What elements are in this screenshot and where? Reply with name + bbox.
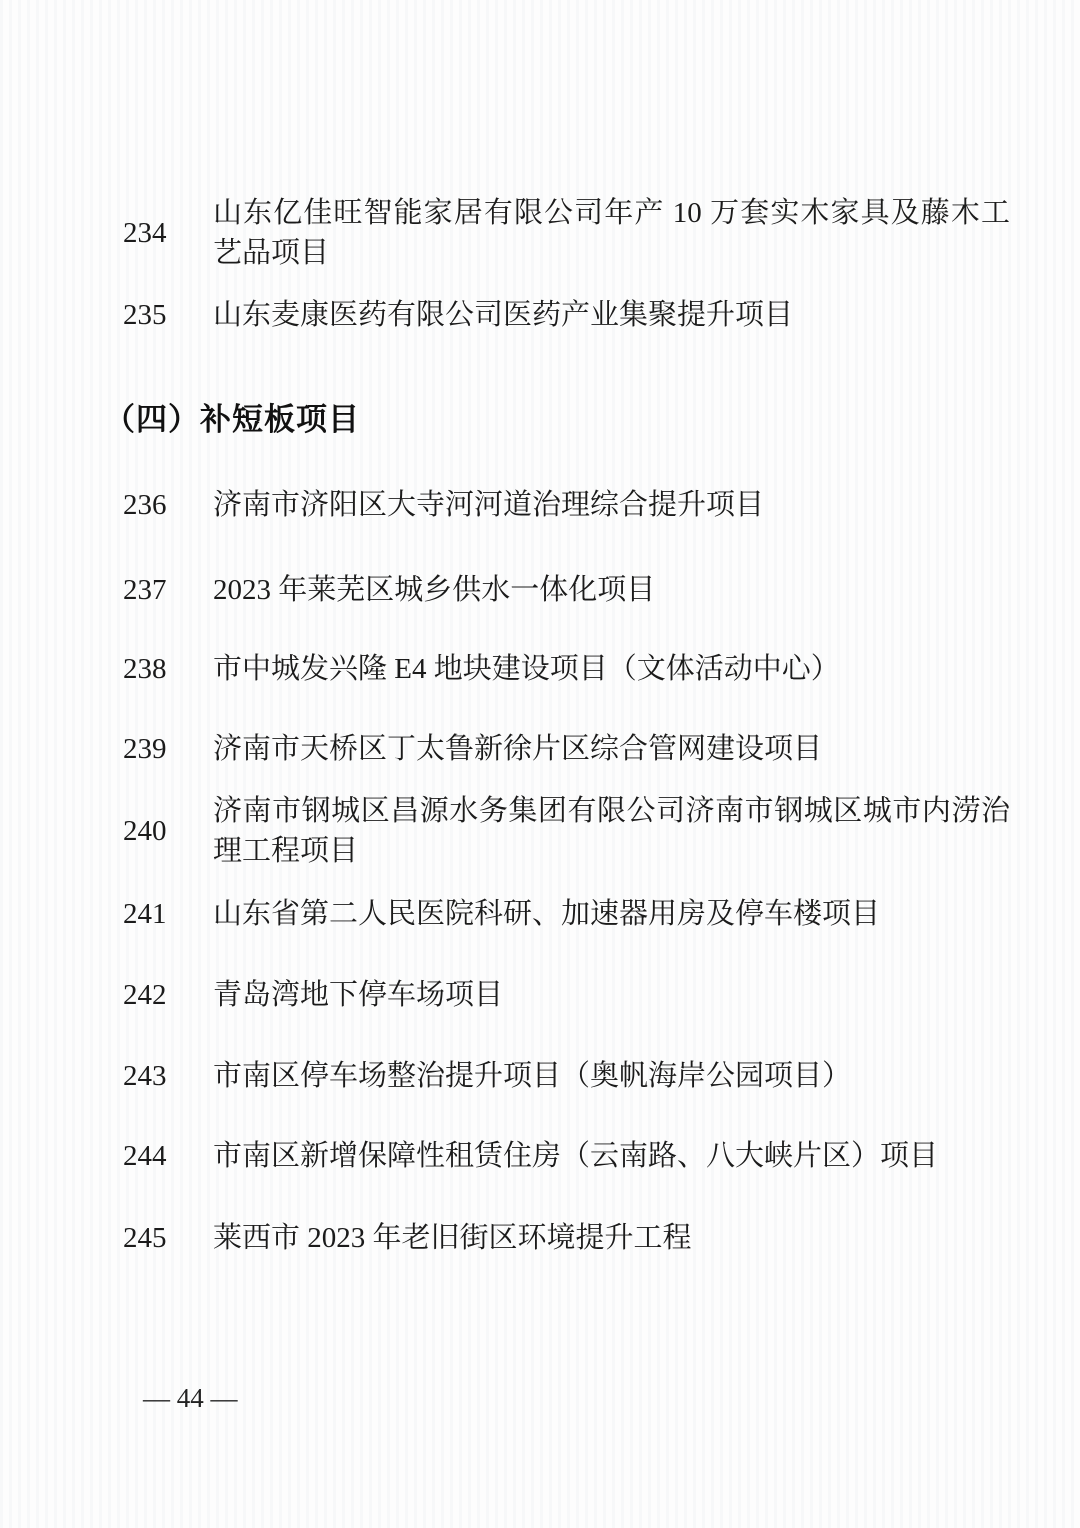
item-text: 济南市钢城区昌源水务集团有限公司济南市钢城区城市内涝治理工程项目 (213, 795, 1010, 867)
item-number: 237 (123, 574, 167, 606)
list-item (123, 570, 1010, 610)
item-text: 济南市济阳区大寺河河道治理综合提升项目 (213, 489, 765, 521)
item-number: 238 (123, 653, 167, 685)
item-text: 山东省第二人民医院科研、加速器用房及停车楼项目 (213, 898, 881, 930)
list-item (123, 975, 1010, 1015)
item-number: 234 (123, 217, 167, 249)
list-item (123, 791, 1010, 871)
page-number: — 44 — (143, 1383, 238, 1413)
item-text: 青岛湾地下停车场项目 (213, 979, 504, 1011)
item-text: 山东亿佳旺智能家居有限公司年产 10 万套实木家具及藤木工艺品项目 (213, 197, 1010, 269)
section-heading: （四）补短板项目 (104, 402, 360, 437)
item-number: 241 (123, 898, 167, 930)
item-number: 243 (123, 1060, 167, 1092)
item-text: 市南区新增保障性租赁住房（云南路、八大峡片区）项目 (213, 1140, 939, 1172)
item-text: 2023 年莱芜区城乡供水一体化项目 (213, 574, 656, 606)
list-item (123, 729, 1010, 769)
item-number: 245 (123, 1222, 167, 1254)
item-text: 市中城发兴隆 E4 地块建设项目（文体活动中心） (213, 653, 840, 685)
list-item (123, 649, 1010, 689)
item-text: 莱西市 2023 年老旧街区环境提升工程 (213, 1222, 692, 1254)
item-number: 240 (123, 815, 167, 847)
list-item (123, 894, 1010, 934)
item-text: 市南区停车场整治提升项目（奥帆海岸公园项目） (213, 1060, 852, 1092)
item-number: 244 (123, 1140, 167, 1172)
item-number: 239 (123, 733, 167, 765)
item-number: 242 (123, 979, 167, 1011)
item-text: 山东麦康医药有限公司医药产业集聚提升项目 (213, 299, 794, 331)
item-number: 236 (123, 489, 167, 521)
list-item (123, 193, 1010, 273)
list-item (123, 1218, 1010, 1258)
list-item (123, 1136, 1010, 1176)
list-item (123, 295, 1010, 335)
list-item (123, 485, 1010, 525)
item-number: 235 (123, 299, 167, 331)
list-item (123, 1056, 1010, 1096)
item-text: 济南市天桥区丁太鲁新徐片区综合管网建设项目 (213, 733, 823, 765)
